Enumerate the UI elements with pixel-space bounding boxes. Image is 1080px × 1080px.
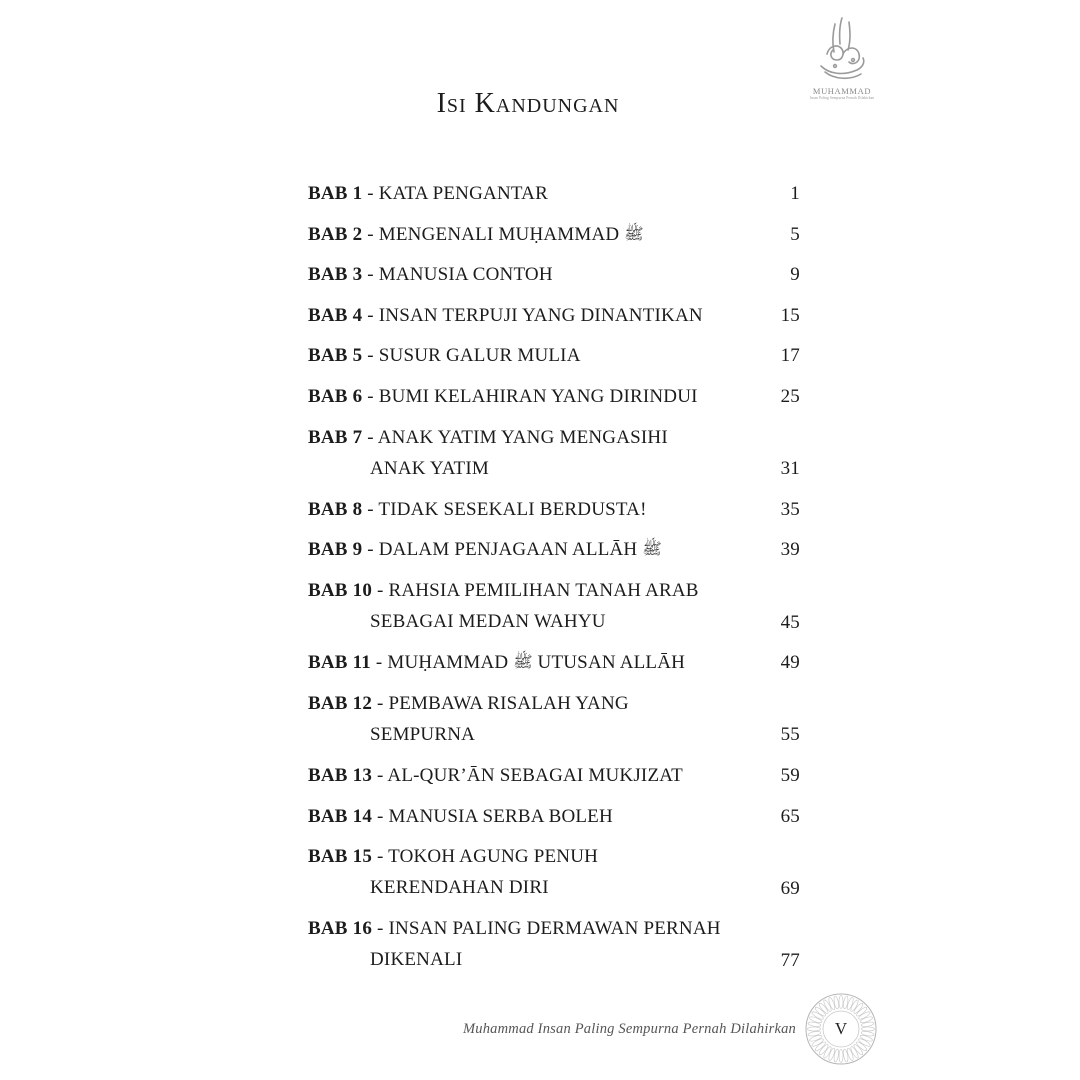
chapter-label: BAB 6 — [308, 385, 363, 407]
page-number-badge — [804, 992, 878, 1066]
honorific-calligraphy-icon: ﷺ — [513, 654, 533, 672]
toc-page-number: 49 — [780, 652, 800, 674]
chapter-title: DALAM PENJAGAAN ALLĀH — [378, 539, 638, 561]
chapter-title: TIDAK SESEKALI BERDUSTA! — [378, 498, 647, 520]
toc-page-number: 17 — [780, 345, 800, 367]
toc-entry-title — [308, 178, 800, 209]
toc-entry[interactable] — [308, 760, 800, 801]
chapter-title: INSAN PALING DERMAWAN PERNAH — [388, 918, 721, 940]
toc-page-number: 77 — [780, 949, 800, 971]
toc-entry-title — [308, 688, 800, 719]
toc-entry[interactable] — [308, 534, 800, 575]
separator: - — [362, 426, 378, 448]
toc-entry[interactable] — [308, 178, 800, 219]
chapter-label: BAB 3 — [308, 264, 363, 286]
calligraphy-logo-icon — [813, 14, 871, 86]
toc-entry[interactable] — [308, 688, 800, 760]
chapter-title-line2: SEMPURNA — [370, 723, 476, 745]
separator: - — [372, 846, 389, 868]
chapter-label: BAB 10 — [308, 579, 373, 601]
chapter-title-line2: DIKENALI — [370, 949, 463, 971]
toc-page-number: 5 — [790, 223, 800, 245]
chapter-title: PEMBAWA RISALAH YANG — [388, 692, 629, 714]
table-of-contents — [308, 178, 800, 985]
toc-page-number: 69 — [780, 877, 800, 899]
toc-page-number: 65 — [780, 805, 800, 827]
toc-entry[interactable] — [308, 259, 800, 300]
separator: - — [362, 498, 379, 520]
separator: - — [362, 385, 379, 407]
honorific-calligraphy-icon: ﷺ — [624, 225, 644, 243]
logo-wordmark: MUHAMMAD — [812, 86, 872, 96]
chapter-title-line2: ANAK YATIM — [370, 457, 489, 479]
chapter-title: RAHSIA PEMILIHAN TANAH ARAB — [388, 579, 699, 601]
toc-entry-title — [308, 534, 800, 565]
chapter-title-line2: SEBAGAI MEDAN WAHYU — [370, 610, 606, 632]
toc-page-number: 59 — [780, 764, 800, 786]
toc-entry[interactable] — [308, 494, 800, 535]
chapter-label: BAB 15 — [308, 846, 373, 868]
toc-entry-title — [308, 801, 800, 832]
toc-entry[interactable] — [308, 913, 800, 985]
chapter-title: MUḤAMMAD — [387, 652, 509, 674]
chapter-title: AL-QUR’ĀN SEBAGAI MUKJIZAT — [387, 764, 683, 786]
chapter-label: BAB 2 — [308, 223, 363, 245]
chapter-title: MANUSIA CONTOH — [378, 264, 553, 286]
chapter-label: BAB 16 — [308, 918, 373, 940]
toc-entry[interactable] — [308, 219, 800, 260]
separator: - — [362, 345, 379, 367]
toc-entry-title — [308, 575, 800, 606]
logo-subtitle: Insan Paling Sempurna Pernah Dilahirkan — [809, 96, 875, 100]
toc-entry[interactable] — [308, 647, 800, 688]
toc-entry[interactable] — [308, 422, 800, 494]
separator: - — [362, 304, 379, 326]
chapter-title-continued: UTUSAN ALLĀH — [537, 652, 686, 674]
chapter-label: BAB 13 — [308, 764, 373, 786]
chapter-title: SUSUR GALUR MULIA — [378, 345, 581, 367]
footer-book-title: Muhammad Insan Paling Sempurna Pernah Dilahirkan — [462, 1021, 796, 1037]
toc-page-number: 15 — [780, 304, 800, 326]
toc-entry-title — [308, 913, 800, 944]
chapter-title: BUMI KELAHIRAN YANG DIRINDUI — [378, 385, 698, 407]
chapter-label: BAB 4 — [308, 304, 363, 326]
toc-entry[interactable] — [308, 575, 800, 647]
toc-page-number: 25 — [780, 385, 800, 407]
separator: - — [372, 918, 389, 940]
separator: - — [362, 183, 379, 204]
toc-entry[interactable] — [308, 340, 800, 381]
chapter-title: INSAN TERPUJI YANG DINANTIKAN — [378, 304, 703, 326]
separator: - — [362, 223, 379, 245]
separator: - — [362, 264, 379, 286]
toc-entry-title — [308, 494, 800, 525]
chapter-title: MANUSIA SERBA BOLEH — [388, 805, 613, 827]
toc-entry-title — [308, 841, 800, 872]
toc-entry[interactable] — [308, 801, 800, 842]
page-number: V — [834, 1019, 848, 1038]
chapter-label: BAB 7 — [308, 426, 363, 448]
toc-page-number: 9 — [790, 264, 800, 286]
toc-page-number: 35 — [780, 498, 800, 520]
chapter-label: BAB 14 — [308, 805, 373, 827]
chapter-label: BAB 9 — [308, 539, 363, 561]
toc-entry-title — [308, 760, 800, 791]
chapter-label: BAB 1 — [308, 183, 363, 204]
page-title: Isi Kandungan — [436, 88, 620, 119]
toc-entry-title — [308, 340, 800, 371]
separator: - — [362, 539, 379, 561]
separator: - — [370, 652, 388, 674]
chapter-title: ANAK YATIM YANG MENGASIHI — [377, 426, 668, 448]
chapter-title: TOKOH AGUNG PENUH — [388, 846, 599, 868]
separator: - — [372, 805, 389, 827]
chapter-title-line2: KERENDAHAN DIRI — [370, 877, 549, 899]
chapter-label: BAB 12 — [308, 692, 373, 714]
chapter-label: BAB 5 — [308, 345, 363, 367]
toc-entry[interactable] — [308, 381, 800, 422]
toc-entry-title — [308, 647, 800, 678]
toc-page-number: 1 — [790, 183, 800, 204]
toc-entry-title — [308, 381, 800, 412]
honorific-calligraphy-icon: ﷺ — [642, 541, 662, 559]
toc-page-number: 39 — [780, 539, 800, 561]
chapter-title: KATA PENGANTAR — [378, 183, 548, 204]
separator: - — [372, 692, 389, 714]
toc-entry[interactable] — [308, 841, 800, 913]
toc-entry-title — [308, 422, 800, 453]
toc-page-number: 45 — [780, 611, 800, 633]
toc-entry-title — [308, 300, 800, 331]
separator: - — [372, 579, 389, 601]
chapter-title: MENGENALI MUḤAMMAD — [378, 223, 620, 245]
separator: - — [372, 764, 388, 786]
toc-entry-title — [308, 259, 800, 290]
toc-entry-title — [308, 219, 800, 250]
toc-page-number: 55 — [780, 724, 800, 746]
toc-page-number: 31 — [780, 458, 800, 480]
chapter-label: BAB 8 — [308, 498, 363, 520]
chapter-label: BAB 11 — [308, 652, 371, 674]
toc-entry[interactable] — [308, 300, 800, 341]
